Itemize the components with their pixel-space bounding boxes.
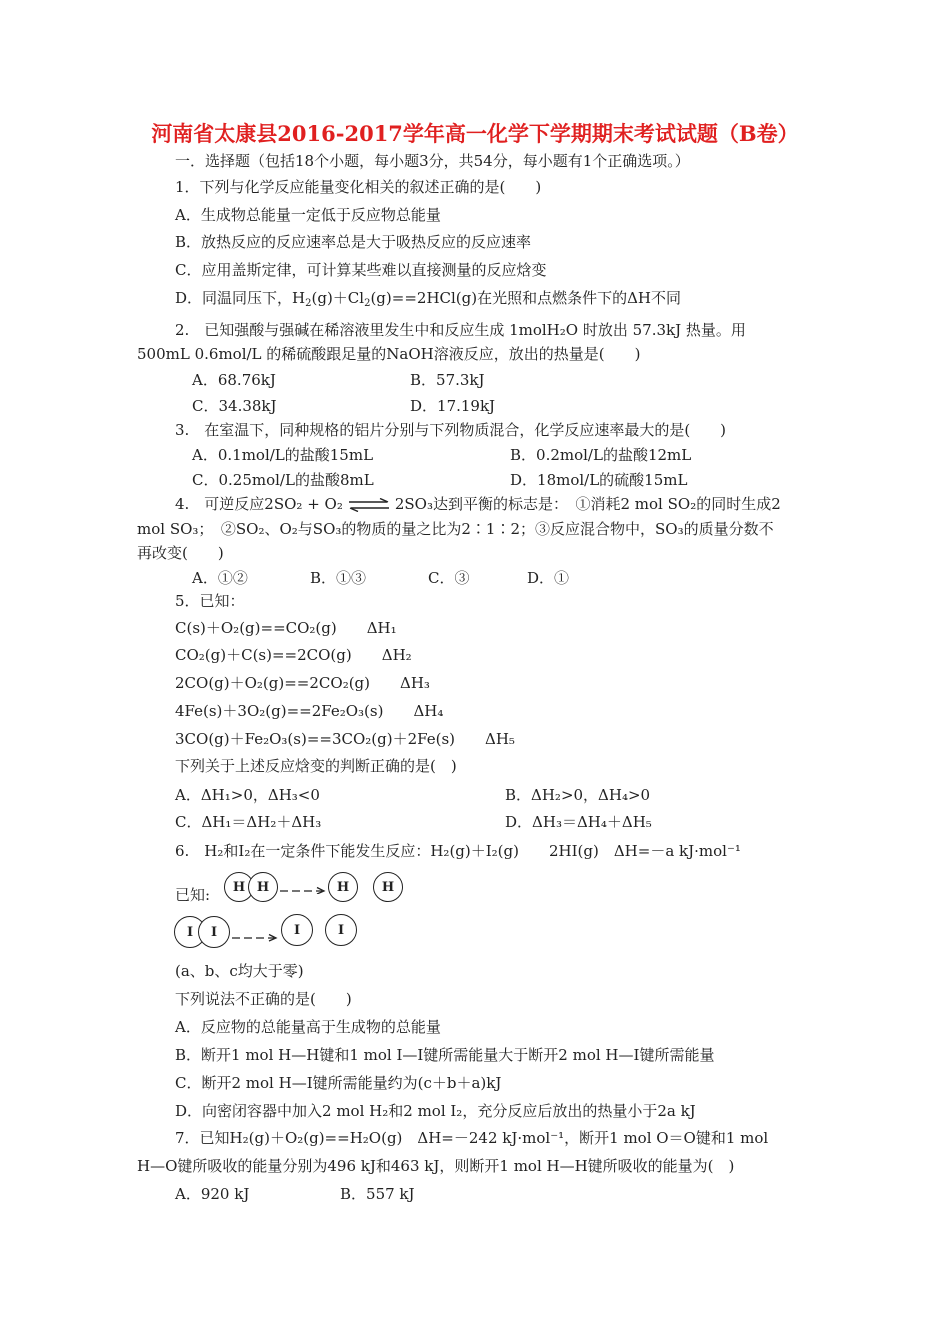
q2-option-c: C．34.38kJ (192, 397, 277, 415)
q5-reaction-1: C(s)＋O₂(g)==CO₂(g) ΔH₁ (175, 619, 397, 637)
q1-option-a: A．生成物总能量一定低于反应物总能量 (175, 206, 441, 224)
iodine-atom-icon: I (325, 914, 357, 946)
hydrogen-atom-icon: H (328, 872, 358, 902)
q1-stem: 1．下列与化学反应能量变化相关的叙述正确的是( ) (175, 178, 542, 196)
q5-stem: 5．已知： (175, 592, 245, 610)
q5-reaction-2: CO₂(g)＋C(s)==2CO(g) ΔH₂ (175, 646, 412, 664)
q3-option-a: A．0.1mol/L的盐酸15mL (192, 446, 374, 464)
q2-option-b: B．57.3kJ (410, 371, 485, 389)
q3-option-c: C．0.25mol/L的盐酸8mL (192, 471, 374, 489)
q4-stem-line2: mol SO₃； ②SO₂、O₂与SO₃的物质的量之比为2∶1∶2；③反应混合物中，SO₃的质量分数不 (137, 520, 774, 538)
q4-stem-line3: 再改变( ) (137, 544, 224, 562)
q4-option-d: D．① (527, 569, 570, 587)
q4-option-c: C．③ (428, 569, 470, 587)
q6-ask: 下列说法不正确的是( ) (175, 990, 352, 1008)
iodine-atom-icon: I (198, 916, 230, 948)
q3-option-b: B．0.2mol/L的盐酸12mL (510, 446, 692, 464)
q5-reaction-5: 3CO(g)＋Fe₂O₃(s)==3CO₂(g)＋2Fe(s) ΔH₅ (175, 730, 515, 748)
dashed-arrow-icon (232, 926, 280, 942)
q6-known-label: 已知: (175, 886, 211, 904)
q5-ask: 下列关于上述反应焓变的判断正确的是( ) (175, 757, 457, 775)
q6-stem: 6. H₂和I₂在一定条件下能发生反应：H₂(g)＋I₂(g) 2HI(g) ΔH=－a kJ·mol⁻¹ (175, 842, 741, 860)
hydrogen-atom-icon: H (224, 872, 254, 902)
q7-option-b: B．557 kJ (340, 1185, 415, 1203)
hydrogen-atom-icon: H (248, 872, 278, 902)
q6-option-a: A．反应物的总能量高于生成物的总能量 (175, 1018, 441, 1036)
q6-option-c: C．断开2 mol H—I键所需能量约为(c＋b＋a)kJ (175, 1074, 502, 1092)
q3-stem: 3. 在室温下，同种规格的铝片分别与下列物质混合，化学反应速率最大的是( ) (175, 421, 727, 439)
q1-option-c: C．应用盖斯定律，可计算某些难以直接测量的反应焓变 (175, 261, 547, 279)
q1-option-b: B．放热反应的反应速率总是大于吸热反应的反应速率 (175, 233, 532, 251)
q7-stem-line1: 7．已知H₂(g)＋O₂(g)==H₂O(g) ΔH=－242 kJ·mol⁻¹，断开1 mol O＝O键和1 mol (175, 1129, 769, 1147)
q5-option-d: D．ΔH₃＝ΔH₄＋ΔH₅ (505, 813, 652, 831)
hydrogen-atom-icon: H (373, 872, 403, 902)
page-title: 河南省太康县2016-2017学年高一化学下学期期末考试试题（B卷） (151, 121, 799, 146)
q2-option-a: A．68.76kJ (192, 371, 276, 389)
q1-option-d: D．同温同压下，$H_2(g)+Cl_2(g)==2HCl(g)$在光照和点燃条件下的ΔH不同 (175, 289, 682, 309)
q6-option-b: B．断开1 mol H—H键和1 mol I—I键所需能量大于断开2 mol H—I键所需能量 (175, 1046, 715, 1064)
equilibrium-arrow-icon (347, 498, 391, 512)
q5-reaction-4: 4Fe(s)＋3O₂(g)==2Fe₂O₃(s) ΔH₄ (175, 702, 444, 720)
q4-option-b: B．①③ (310, 569, 367, 587)
q6-option-d: D．向密闭容器中加入2 mol H₂和2 mol I₂，充分反应后放出的热量小于2a kJ (175, 1102, 696, 1120)
q5-option-c: C．ΔH₁＝ΔH₂＋ΔH₃ (175, 813, 322, 831)
dashed-arrow-icon (280, 880, 328, 894)
section-heading: 一．选择题（包括18个小题，每小题3分，共54分，每小题有1个正确选项。） (175, 152, 690, 170)
q2-stem-line1: 2. 已知强酸与强碱在稀溶液里发生中和反应生成 1molH₂O 时放出 57.3kJ 热量。用 (175, 321, 746, 339)
q7-option-a: A．920 kJ (175, 1185, 250, 1203)
iodine-atom-icon: I (174, 916, 206, 948)
q5-option-b: B．ΔH₂>0，ΔH₄>0 (505, 786, 651, 804)
q4-option-a: A．①② (192, 569, 248, 587)
q5-reaction-3: 2CO(g)＋O₂(g)==2CO₂(g) ΔH₃ (175, 674, 430, 692)
q4-stem-line1: 4. 可逆反应2SO₂ + O₂ 2SO₃达到平衡的标志是： ①消耗2 mol SO₂的同时生成2 (175, 495, 781, 513)
q7-stem-line2: H—O键所吸收的能量分别为496 kJ和463 kJ，则断开1 mol H—H键所吸收的能量为( ) (137, 1157, 735, 1175)
q2-stem-line2: 500mL 0.6mol/L 的稀硫酸跟足量的NaOH溶液反应，放出的热量是( ) (137, 345, 641, 363)
iodine-atom-icon: I (281, 914, 313, 946)
q2-option-d: D．17.19kJ (410, 397, 496, 415)
q5-option-a: A．ΔH₁>0，ΔH₃<0 (175, 786, 320, 804)
q3-option-d: D．18mol/L的硫酸15mL (510, 471, 688, 489)
q6-note: (a、b、c均大于零) (175, 962, 304, 980)
